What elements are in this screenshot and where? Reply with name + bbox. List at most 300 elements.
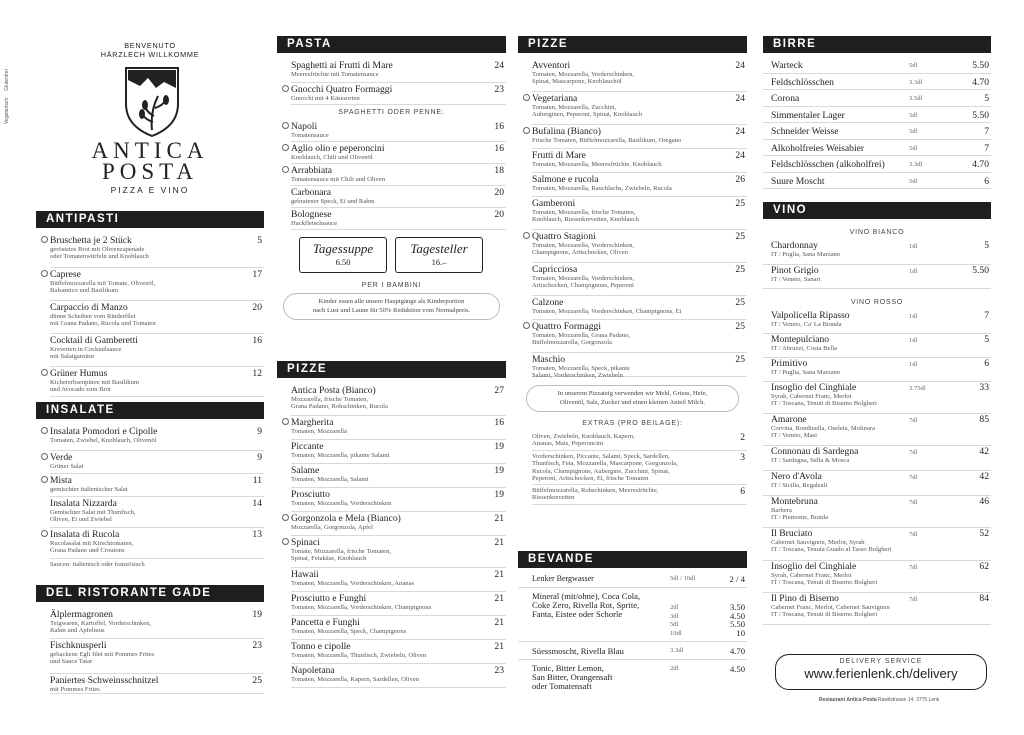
vino-bianco-heading: VINO BIANCO xyxy=(849,229,905,236)
bevande-row-soft: Mineral (mit/ohne), Coca Cola, Coke Zero, Rivella Rot, Sprite, Fanta, Eistee oder Schorle 2dl 3dl 5dl 10dl 3.50 4.50 5.50 10 xyxy=(518,588,747,642)
item-description: Balsamico und Basilikum xyxy=(50,287,119,295)
beer-size: 5dl xyxy=(909,62,918,69)
wine-description: Syrah, Cabernet Franc, Merlot xyxy=(771,572,852,579)
beer-price: 6 xyxy=(984,175,989,187)
wine-name: Amarone xyxy=(771,414,807,425)
antipasti-header: ANTIPASTI xyxy=(36,211,264,228)
menu-item-gorgonzola-e-mela-bianco xyxy=(291,512,506,536)
item-price: 24 xyxy=(735,60,745,71)
insalate-header: INSALATE xyxy=(36,402,264,419)
item-name: Bufalina (Bianco) xyxy=(532,126,601,137)
wine-pinot-grigio xyxy=(763,265,991,289)
wine-amarone xyxy=(763,414,991,446)
gade-section xyxy=(36,585,264,694)
item-description: Tomaten, Mozzarella, Zucchini, xyxy=(532,104,617,111)
wine-description: IT / Veneto, Sanari xyxy=(771,276,821,283)
wine-price: 62 xyxy=(979,561,989,572)
item-name: Napoli xyxy=(291,121,318,132)
wine-insoglio-del-cinghiale xyxy=(763,382,991,414)
delivery-box[interactable] xyxy=(775,654,987,690)
item-name: Salmone e rucola xyxy=(532,174,599,185)
item-description: Tomaten, Mozzarella, Thunfisch, Zwiebeln, Oliven xyxy=(291,652,427,659)
vegetarian-icon xyxy=(523,127,530,134)
wine-description: IT / Puglia, Sana Marzano xyxy=(771,369,841,376)
item-name: Hawaii xyxy=(291,569,319,580)
item-name: Antica Posta (Bianco) xyxy=(291,385,376,396)
item-price: 21 xyxy=(494,537,504,548)
menu-item-maschio xyxy=(532,353,747,380)
item-name: Spinaci xyxy=(291,537,320,548)
beer-name: Feldschlösschen xyxy=(771,76,834,88)
menu-item-antica-posta-bianco xyxy=(291,384,506,416)
item-name: Vegetariana xyxy=(532,93,578,104)
pizze-header-2: PIZZE xyxy=(518,36,747,53)
item-name: Fischknusperli xyxy=(50,640,107,651)
item-price: 27 xyxy=(494,385,504,396)
item-description: Büffelmozzarella, Gorgonzola xyxy=(532,339,612,347)
item-price: 12 xyxy=(252,368,262,379)
item-description: Tomaten, Mozzarella, Vorderschinken, Champignons xyxy=(291,604,432,611)
wine-size: 1dl xyxy=(909,337,918,344)
item-price: 21 xyxy=(494,593,504,604)
item-price: 19 xyxy=(494,465,504,476)
menu-item-quattro-formaggi xyxy=(532,320,747,353)
wine-price: 52 xyxy=(979,528,989,539)
item-description: Tomaten, Mozzarella, Speck, pikante xyxy=(532,365,631,372)
beer-price: 5.50 xyxy=(972,60,989,71)
item-price: 17 xyxy=(252,269,262,280)
beer-size: 5dl xyxy=(909,177,918,185)
item-description: Grana Padano, Rohschinken, Rucola xyxy=(291,403,388,411)
item-description: Grüner Salat xyxy=(50,463,84,470)
wine-description: IT / Toscana, Tenuti di Bisemo Bolgheri xyxy=(771,400,877,408)
item-name: Capricciosa xyxy=(532,264,578,275)
item-name: Paniertes Schweinsschnitzel xyxy=(50,675,159,686)
item-name: Bruschetta je 2 Stück xyxy=(50,235,132,246)
menu-item-avventori xyxy=(532,59,747,92)
item-price: 9 xyxy=(257,426,262,437)
wine-description: IT / Toscana, Tenuti di Biserno Bolgheri xyxy=(771,611,878,619)
item-price: 16 xyxy=(252,335,262,346)
item-description: gebratener Speck, Ei und Rahm xyxy=(291,198,375,205)
item-price: 23 xyxy=(252,640,262,651)
menu-item-salame xyxy=(291,464,506,488)
wine-il-pino-di-biserno xyxy=(763,593,991,625)
wine-description: IT / Veneto, Ca' La Bionda xyxy=(771,321,842,328)
item-name: Grüner Humus xyxy=(50,368,108,379)
menu-item-pancetta-e-funghi xyxy=(291,616,506,640)
wine-insoglio-del-cinghiale xyxy=(763,561,991,593)
wine-description: Cabernet Franc, Merlot, Cabernet Sauvignon xyxy=(771,604,890,611)
beer-name: Simmentaler Lager xyxy=(771,109,845,121)
item-name: Avventori xyxy=(532,60,571,71)
wine-description: IT / Piemonte, Braida xyxy=(771,514,829,522)
item-description: Mozzarella, frische Tomaten, xyxy=(291,396,369,403)
item-description: Grana Padano und Croutons xyxy=(50,547,125,555)
vegetarian-icon xyxy=(282,122,289,129)
menu-item-verde xyxy=(50,451,264,474)
item-description: Tomaten, Mozzarella, Vorderschinken, xyxy=(532,275,635,282)
menu-item-quattro-stagioni xyxy=(532,230,747,263)
item-description: Tomaten, Mozzarella, Rauchlachs, Zwiebeln, Rucola xyxy=(532,185,672,192)
pasta-header: PASTA xyxy=(277,36,506,53)
bevande-row-water: Lenker Bergwasser 5dl / 10dl 2 / 4 xyxy=(518,568,747,588)
wine-description: IT / Toscana, Tenuti di Biserno Bolgheri xyxy=(771,579,878,587)
item-name: Caprese xyxy=(50,269,81,280)
wine-price: 42 xyxy=(979,446,989,457)
bambini-info: Kinder essen alle unsere Hauptgänge als Kinderportion nach Lust und Laune für 50% Reduktion vom Normalpreis. xyxy=(283,293,500,320)
wine-size: 7dl xyxy=(909,531,918,538)
item-name: Gorgonzola e Mela (Bianco) xyxy=(291,513,401,524)
item-description: Rucolasalat mit Kirschtomaten, xyxy=(50,540,134,547)
menu-item-hawaii xyxy=(291,568,506,592)
beer-name: Schneider Weisse xyxy=(771,126,839,137)
wine-name: Insoglio del Cinghiale xyxy=(771,382,857,393)
item-price: 21 xyxy=(494,569,504,580)
menu-item-prosciutto-e-funghi xyxy=(291,592,506,616)
item-description: Rahm und Apfelmus xyxy=(50,627,105,635)
extras-price: 2 xyxy=(740,432,745,443)
item-name: Gamberoni xyxy=(532,198,576,209)
beer-size: 3.5dl xyxy=(909,95,923,102)
beer-name: Corona xyxy=(771,93,800,104)
item-description: Salami, Vorderschinken, Zwiebeln xyxy=(532,372,623,380)
item-description: mit Pommes Frites xyxy=(50,686,100,693)
brand-block xyxy=(4,0,264,205)
item-description: Tomatensauce xyxy=(291,132,329,139)
extras-row xyxy=(532,431,747,451)
menu-item-insalata-pomodori-e-cipolle xyxy=(50,425,264,451)
wine-chardonnay xyxy=(763,240,991,265)
menu-item-piccante xyxy=(291,440,506,464)
wine-name: Montepulciano xyxy=(771,334,830,345)
wine-size: 1dl xyxy=(909,268,918,275)
wine-price: 46 xyxy=(979,496,989,507)
extras-description: Riesenkrevetten xyxy=(532,494,575,502)
menu-item-cocktail-di-gamberetti xyxy=(50,334,264,367)
wine-price: 85 xyxy=(979,414,989,425)
wine-size: 1dl xyxy=(909,313,918,320)
vegetarian-icon xyxy=(523,322,530,329)
item-name: Frutti di Mare xyxy=(532,150,586,161)
vegetarian-icon xyxy=(282,166,289,173)
item-name: Aglio olio e peperoncini xyxy=(291,143,385,154)
item-price: 19 xyxy=(494,489,504,500)
menu-item-arrabbiata xyxy=(291,164,506,186)
beer-corona xyxy=(763,90,991,107)
wine-size: 7dl xyxy=(909,417,918,424)
vino-header: VINO xyxy=(763,202,991,219)
brand-tagline: PIZZA E VINO xyxy=(110,185,190,195)
extras-row xyxy=(532,451,747,485)
item-price: 23 xyxy=(494,665,504,676)
wine-name: Nero d'Avola xyxy=(771,471,822,482)
item-description: oder Tomatenwürfeln und Knoblauch xyxy=(50,253,149,261)
menu-item-gru-ner-humus xyxy=(50,367,264,397)
wine-description: IT / Sardegna, Sella & Mosca xyxy=(771,457,850,464)
wine-montebruna xyxy=(763,496,991,528)
item-name: Älplermagronen xyxy=(50,609,113,620)
pasta-section xyxy=(277,36,506,320)
tagessuppe-box: Tagessuppe 6.50 xyxy=(299,237,387,273)
wine-price: 5 xyxy=(984,334,989,345)
item-description: Knoblauch, Chili und Olivenöl xyxy=(291,154,373,161)
wine-size: 7dl xyxy=(909,474,918,481)
wine-name: Pinot Grigio xyxy=(771,265,819,276)
wine-size: 3.75dl xyxy=(909,385,926,392)
crest-logo-icon xyxy=(122,64,182,138)
vino-rosso-heading: VINO ROSSO xyxy=(850,299,904,306)
item-description: Tomaten, Mozzarella, Vorderschinken, Ananas xyxy=(291,580,415,587)
item-name: Insalata Nizzarda xyxy=(50,498,117,509)
item-name: Arrabbiata xyxy=(291,165,333,176)
extras-description: Rucola, Champignons, Aubergine, Zucchini, Spinat, xyxy=(532,467,670,475)
beer-name: Feldschlösschen (alkoholfrei) xyxy=(771,159,885,170)
vino-section xyxy=(763,202,991,625)
pizze-section-1 xyxy=(277,361,506,688)
extras-price: 6 xyxy=(740,486,745,498)
welcome-text-2: HÄRZLECH WILLKOMME xyxy=(100,50,200,59)
item-description: mit Grana Padano, Rucola und Tomaten xyxy=(50,320,156,328)
wine-size: 7dl xyxy=(909,596,918,603)
item-price: 24 xyxy=(735,126,745,137)
item-name: Mista xyxy=(50,475,72,486)
birre-section xyxy=(763,36,991,189)
vegetarian-icon xyxy=(41,427,48,434)
beer-price: 4.70 xyxy=(972,76,989,88)
item-description: gebackene Egli filet mit Pommes Frites xyxy=(50,651,155,658)
wine-description: IT / Puglia, Sana Marzano xyxy=(771,251,841,258)
wine-primitivo xyxy=(763,358,991,382)
item-price: 19 xyxy=(252,609,262,620)
item-description: Tomaten, Mozzarella, pikante Salami xyxy=(291,452,390,459)
beer-price: 7 xyxy=(984,126,989,137)
menu-item-gnocchi-quatro-formaggi xyxy=(291,83,506,105)
vegetarian-icon xyxy=(41,476,48,483)
item-description: Tomaten, Mozzarella, Vorderschinken, xyxy=(532,242,635,249)
vegetarian-icon xyxy=(41,270,48,277)
item-description: Kichererbsenpüree mit Basilikum xyxy=(50,379,139,386)
wine-nero-d-avola xyxy=(763,471,991,496)
gade-header: DEL RISTORANTE GADE xyxy=(36,585,264,602)
beer-alkoholfreies-weisabier xyxy=(763,140,991,157)
wine-name: Chardonnay xyxy=(771,240,818,251)
item-price: 21 xyxy=(494,641,504,652)
item-price: 25 xyxy=(735,198,745,209)
item-description: Tomaten, Zwiebel, Knoblauch, Olivenöl xyxy=(50,437,157,444)
item-description: und Sauce Tatar xyxy=(50,658,93,666)
wine-description: IT / Abruzzi, Costa Bella xyxy=(771,345,837,352)
menu-item-prosciutto xyxy=(291,488,506,512)
beer-price: 7 xyxy=(984,142,989,154)
beer-feldschlo-sschen xyxy=(763,74,991,91)
tagesteller-box: Tagesteller 16.– xyxy=(395,237,483,273)
beer-size: 5dl xyxy=(909,128,918,135)
wine-size: 7dl xyxy=(909,564,918,571)
item-description: Meeresfrüchte mit Tomatensauce xyxy=(291,71,379,78)
item-description: Krevetten in Cocktailsauce xyxy=(50,346,122,353)
wine-name: Il Pino di Biserno xyxy=(771,593,839,604)
item-description: Tomaten, Mozzarella, Salami xyxy=(291,476,369,483)
item-name: Margherita xyxy=(291,417,334,428)
item-description: Büffelmozzarella mit Tomate, Olivenöl, xyxy=(50,280,156,287)
beer-size: 3.3dl xyxy=(909,161,923,168)
item-price: 25 xyxy=(735,321,745,332)
wine-description: IT / Toscana, Tenuta Guado al Tasso Bolgheri xyxy=(771,546,892,554)
wine-name: Montebruna xyxy=(771,496,818,507)
wine-price: 7 xyxy=(984,310,989,321)
wine-price: 5 xyxy=(984,240,989,251)
wine-valpolicella-ripasso xyxy=(763,310,991,334)
item-name: Prosciutto e Funghi xyxy=(291,593,367,604)
item-price: 25 xyxy=(735,231,745,242)
item-description: Gnocchi mit 4 Käsesorten xyxy=(291,95,360,102)
item-price: 14 xyxy=(252,498,262,509)
item-name: Insalata Pomodori e Cipolle xyxy=(50,426,158,437)
item-description: mit Salatgarnitur xyxy=(50,353,95,361)
menu-item-fischknusperli xyxy=(50,639,264,674)
item-description: Gemischter Salat mit Thunfisch, xyxy=(50,509,136,516)
delivery-url[interactable]: www.ferienlenk.ch/delivery xyxy=(804,666,958,681)
footer-address: Restaurant Antica Posta Rawilstrasse 14, 3775 Lenk xyxy=(819,697,940,703)
item-name: Pancetta e Funghi xyxy=(291,617,360,628)
item-description: Knoblauch, Riesenkrevetten, Knoblauch xyxy=(532,216,639,224)
column-left xyxy=(4,0,264,693)
item-name: Insalata di Rucola xyxy=(50,529,120,540)
vegetarian-icon xyxy=(41,236,48,243)
menu-item-tonno-e-cipolle xyxy=(291,640,506,664)
item-name: Calzone xyxy=(532,297,564,308)
item-description: Tomatensauce mit Chili und Oliven xyxy=(291,176,386,183)
item-description: Oliven, Ei und Zwiebel xyxy=(50,516,112,524)
item-price: 24 xyxy=(735,150,745,161)
item-name: Spaghetti ai Frutti di Mare xyxy=(291,60,393,71)
pizze-section-2 xyxy=(518,36,747,505)
menu-item-bruschetta-je-2-stu-ck xyxy=(50,234,264,268)
welcome-text: BENVENUTO xyxy=(124,41,176,50)
dough-info: In unserem Pizzateig verwenden wir Mehl, Griess, Hefe, Olivenöl, Salz, Zucker und einen kleinen Anteil Milch. xyxy=(526,385,739,412)
item-description: Tomaten, Mozzarella, Kapern, Sardellen, Oliven xyxy=(291,676,420,683)
extras-description: Thunfisch, Feta, Mozzarella, Mascarpone, Gorgonzola, xyxy=(532,460,678,468)
menu-item-salmone-e-rucola xyxy=(532,173,747,197)
item-price: 20 xyxy=(494,209,504,220)
item-price: 18 xyxy=(494,165,504,176)
bevande-header: BEVANDE xyxy=(518,551,747,568)
beer-size: 5dl xyxy=(909,144,918,152)
item-description: Teigwaren, Kartoffel, Vorderschinken, xyxy=(50,620,152,627)
pasta-subheading: SPAGHETTI ODER PENNE: xyxy=(338,109,445,116)
item-price: 16 xyxy=(494,121,504,132)
beer-suure-moscht xyxy=(763,173,991,190)
item-price: 19 xyxy=(494,441,504,452)
item-name: Bolognese xyxy=(291,209,332,220)
item-description: Hackfleischsauce xyxy=(291,220,338,227)
item-price: 16 xyxy=(494,143,504,154)
extras-description: Büffelmozzarella, Rohschinken, Meeresfrüchte, xyxy=(532,487,659,495)
item-price: 23 xyxy=(494,84,504,95)
vegetarian-icon xyxy=(282,144,289,151)
item-price: 24 xyxy=(735,93,745,104)
wine-description: Syrah, Cabernet Franc, Merlot xyxy=(771,393,852,400)
item-description: Tomaten, Mozzarella, Speck, Champignons xyxy=(291,628,407,635)
menu-item-frutti-di-mare xyxy=(532,149,747,173)
item-description: und Avocado zum Brot xyxy=(50,386,111,394)
item-price: 9 xyxy=(257,452,262,463)
item-name: Cocktail di Gamberetti xyxy=(50,335,138,346)
gluten-free-legend: Vegetarisch Glutenfrei xyxy=(4,69,10,124)
bevande-row-tonic: Tonic, Bitter Lemon, San Bitter, Orangensaft oder Tomatensaft 2dl 4.50 xyxy=(532,663,745,691)
item-description: Mozzarella, Gorgonzola, Apfel xyxy=(291,524,373,531)
beer-name: Warteck xyxy=(771,60,803,71)
menu-item-caprese xyxy=(50,268,264,301)
wine-price: 33 xyxy=(979,382,989,393)
menu-item-carbonara xyxy=(291,186,506,208)
menu-item-aglio-olio-e-peperoncini xyxy=(291,142,506,164)
wine-il-bruciato xyxy=(763,528,991,561)
wine-size: 7dl xyxy=(909,449,918,456)
birre-header: BIRRE xyxy=(763,36,991,53)
extras-row xyxy=(532,485,747,505)
beer-price: 5 xyxy=(984,93,989,104)
extras-description: Peperoni, Artischocken, Ei, frische Tomaten xyxy=(532,474,649,482)
vegetarian-icon xyxy=(282,418,289,425)
pizze-header-1: PIZZE xyxy=(277,361,506,378)
beer-size: 3.3dl xyxy=(909,78,923,86)
item-name: Carbonara xyxy=(291,187,331,198)
wine-price: 5.50 xyxy=(972,265,989,276)
item-price: 11 xyxy=(252,475,262,486)
item-price: 26 xyxy=(735,174,745,185)
vegetarian-icon xyxy=(282,85,289,92)
item-description: Artischocken, Champignons, Peperoni xyxy=(532,282,634,290)
menu-item-napoletana xyxy=(291,664,506,688)
menu-item-bufalina-bianco xyxy=(532,125,747,149)
vegetarian-icon xyxy=(523,94,530,101)
beer-simmentaler-lager xyxy=(763,107,991,124)
menu-item-margherita xyxy=(291,416,506,440)
wine-name: Insoglio del Cinghiale xyxy=(771,561,857,572)
beer-size: 5dl xyxy=(909,111,918,119)
beer-schneider-weisse xyxy=(763,123,991,140)
wine-price: 6 xyxy=(984,358,989,369)
menu-item-gamberoni xyxy=(532,197,747,230)
vegetarian-icon xyxy=(282,514,289,521)
wine-connonau-di-sardegna xyxy=(763,446,991,471)
item-price: 5 xyxy=(257,235,262,246)
wine-name: Connonau di Sardegna xyxy=(771,446,859,457)
wine-name: Il Bruciato xyxy=(771,528,813,539)
wine-name: Primitivo xyxy=(771,358,808,369)
menu-item-a-lplermagronen xyxy=(50,608,264,639)
wine-price: 84 xyxy=(979,593,989,604)
wine-description: IT / Veneto, Masi xyxy=(771,432,817,440)
item-description: Tomaten, Mozzarella, Vorderschinken, xyxy=(532,71,635,78)
item-price: 25 xyxy=(735,354,745,365)
item-price: 21 xyxy=(494,617,504,628)
wine-size: 7dl xyxy=(909,499,918,506)
extras-description: Ananas, Mais, Peperoncini xyxy=(532,440,604,448)
item-name: Gnocchi Quatro Formaggi xyxy=(291,84,393,95)
beer-feldschlo-sschen-alkoholfrei xyxy=(763,156,991,173)
item-price: 21 xyxy=(494,513,504,524)
menu-item-bolognese xyxy=(291,208,506,230)
beer-warteck xyxy=(763,57,991,74)
item-price: 13 xyxy=(252,529,262,540)
beer-name: Suure Moscht xyxy=(771,175,825,187)
item-name: Tonno e cipolle xyxy=(291,641,351,652)
extras-description: Oliven, Zwiebeln, Knoblauch, Kapern, xyxy=(532,433,635,440)
menu-item-calzone xyxy=(532,296,747,320)
